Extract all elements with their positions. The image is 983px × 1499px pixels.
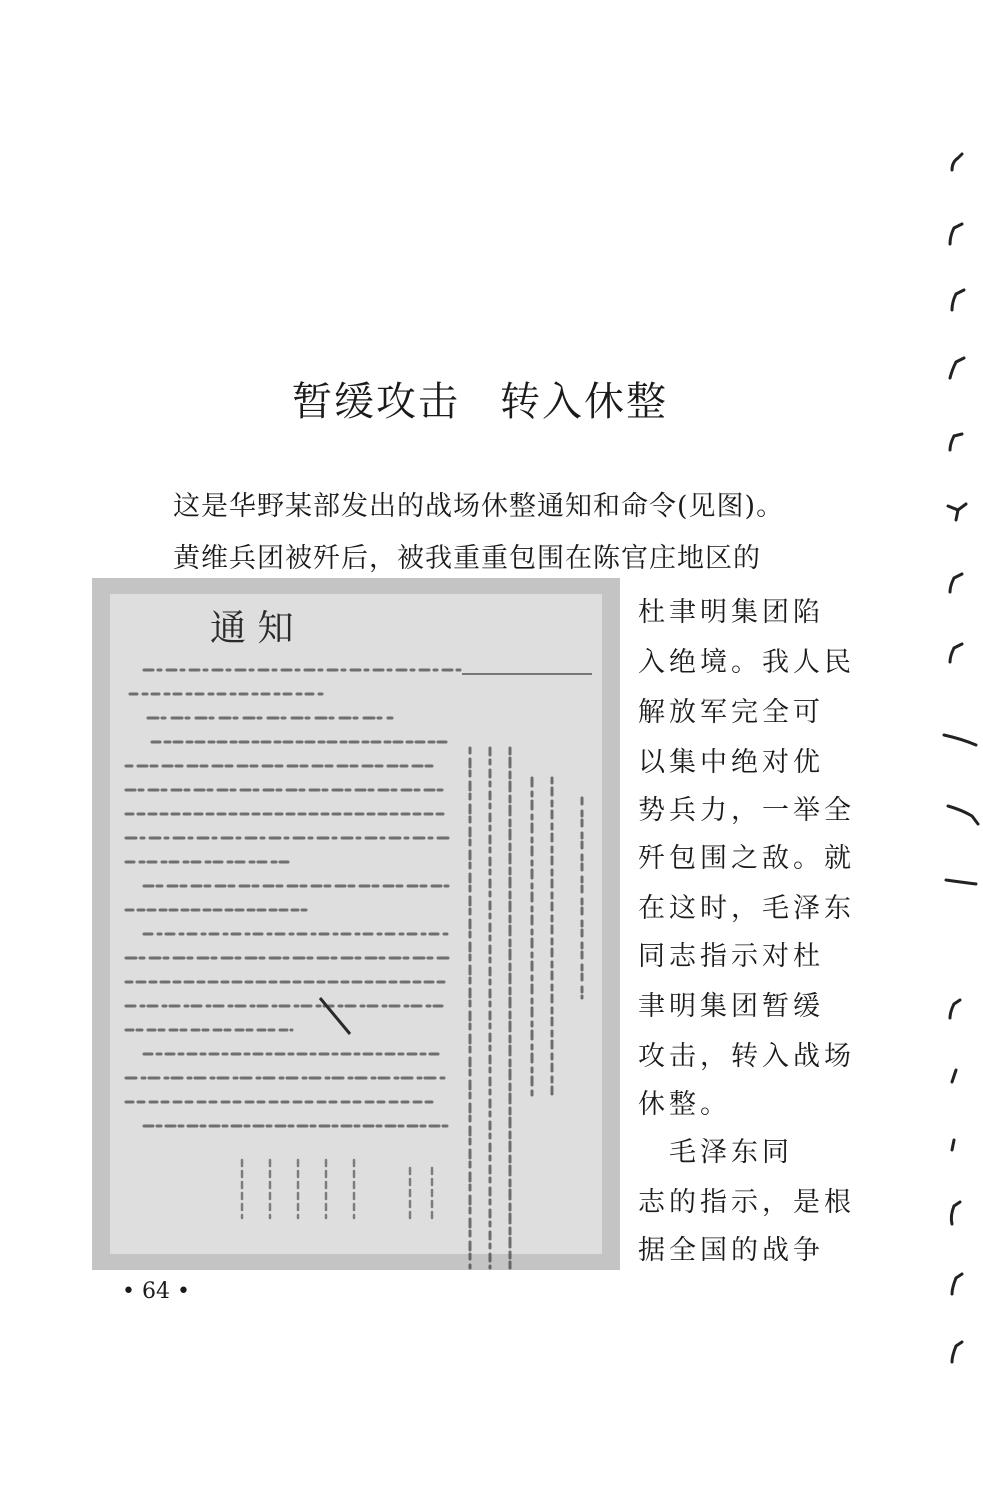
side-line-2: 入绝境。我人民 xyxy=(638,647,855,678)
margin-scan-marks xyxy=(920,0,983,1499)
side-line-11: 休整。 xyxy=(638,1089,731,1120)
side-line-12: 毛泽东同 xyxy=(638,1137,793,1168)
side-line-5: 势兵力，一举全 xyxy=(638,795,855,826)
page-title xyxy=(292,370,668,427)
side-line-4: 以集中绝对优 xyxy=(638,747,824,778)
side-line-3: 解放军完全可 xyxy=(638,697,824,728)
side-line-6: 歼包围之敌。就 xyxy=(638,843,855,874)
side-line-14: 据全国的战争 xyxy=(638,1235,824,1266)
side-line-13: 志的指示，是根 xyxy=(638,1187,855,1218)
side-line-1: 杜聿明集团陷 xyxy=(638,597,824,628)
side-line-10: 攻击，转入战场 xyxy=(638,1041,855,1072)
side-line-9: 聿明集团暂缓 xyxy=(638,991,824,1022)
page-number: • 64 • xyxy=(122,1279,190,1304)
body-line-2: 黄维兵团被歼后，被我重重包围在陈官庄地区的 xyxy=(173,543,761,574)
body-line-1: 这是华野某部发出的战场休整通知和命令(见图)。 xyxy=(173,491,785,522)
title-part-2: 转入休整 xyxy=(500,379,668,425)
side-line-8: 同志指示对杜 xyxy=(638,941,824,972)
title-part-1: 暂缓攻击 xyxy=(292,379,460,425)
notice-photo xyxy=(92,578,620,1270)
photo-heading: 通 知 xyxy=(210,608,294,649)
notice-photo-graphic xyxy=(92,578,620,1270)
side-line-7: 在这时，毛泽东 xyxy=(638,893,855,924)
